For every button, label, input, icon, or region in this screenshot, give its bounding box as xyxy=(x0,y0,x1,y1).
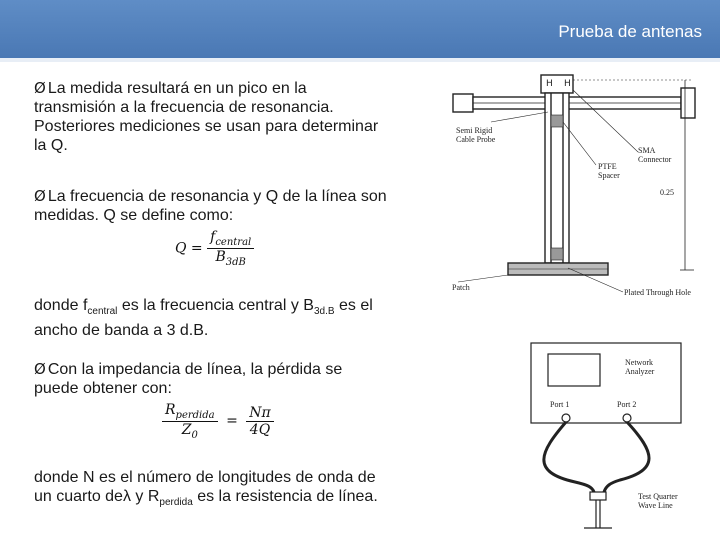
label-patch: Patch xyxy=(452,283,470,292)
formula-q: Q = $\frac{f_{central}}{B_{3dB}}$ xyxy=(175,229,254,268)
fraction-left: $\frac{R_{perdida}}{Z_0}$ xyxy=(162,402,218,441)
formula-loss: $\frac{R_{perdida}}{Z_0}$ = $\frac{N\pi}{4Q}$ xyxy=(162,402,274,441)
network-analyzer-figure xyxy=(530,342,710,532)
label-network-analyzer: Network Analyzer xyxy=(625,358,655,376)
paragraph-central-frequency: donde $f_{central}$ es la frecuencia central y $B_{3d.B}$ es el ancho de banda a 3 d.B. xyxy=(34,297,373,340)
label-port1: Port 1 xyxy=(550,400,570,409)
antenna-probe-figure xyxy=(448,70,710,300)
header-divider xyxy=(0,58,720,62)
label-plated-through-hole: Plated Through Hole xyxy=(624,288,691,297)
network-analyzer-drawing xyxy=(530,342,710,532)
bullet-arrow-icon: Ø xyxy=(34,360,46,378)
paragraph-resonance-peak: Ø La medida resultará en un pico en la transmisión a la frecuencia de resonancia. Posteriores mediciones se usan para determinar la Q. xyxy=(34,79,379,154)
antenna-probe-drawing xyxy=(448,70,710,300)
label-dimension: 0.25 xyxy=(660,188,674,197)
svg-text:H: H xyxy=(546,79,553,89)
slide-header xyxy=(0,0,720,61)
label-port2: Port 2 xyxy=(617,400,637,409)
fraction-right: $\frac{N\pi}{4Q}$ xyxy=(246,405,273,438)
paragraph-q-definition: Ø La frecuencia de resonancia y Q de la línea son medidas. Q se define como: xyxy=(34,187,387,224)
svg-text:H: H xyxy=(564,79,571,89)
label-sma-connector: SMA Connector xyxy=(638,146,672,164)
fraction: $\frac{f_{central}}{B_{3dB}}$ xyxy=(207,229,254,268)
paragraph-wavelength: donde N es el número de longitudes de onda de un cuarto deλ y $R_{perdida}$ es la resistencia de línea. xyxy=(34,469,378,509)
label-ptfe-spacer: PTFE Spacer xyxy=(598,162,620,180)
bullet-arrow-icon: Ø xyxy=(34,79,46,97)
label-cable-probe: Semi Rigid Cable Probe xyxy=(456,126,496,144)
paragraph-loss-impedance: Ø Con la impedancia de línea, la pérdida se puede obtener con: xyxy=(34,360,343,397)
label-test-line: Test Quarter Wave Line xyxy=(638,492,678,510)
bullet-arrow-icon: Ø xyxy=(34,187,46,205)
slide-title: Prueba de antenas xyxy=(558,22,702,41)
